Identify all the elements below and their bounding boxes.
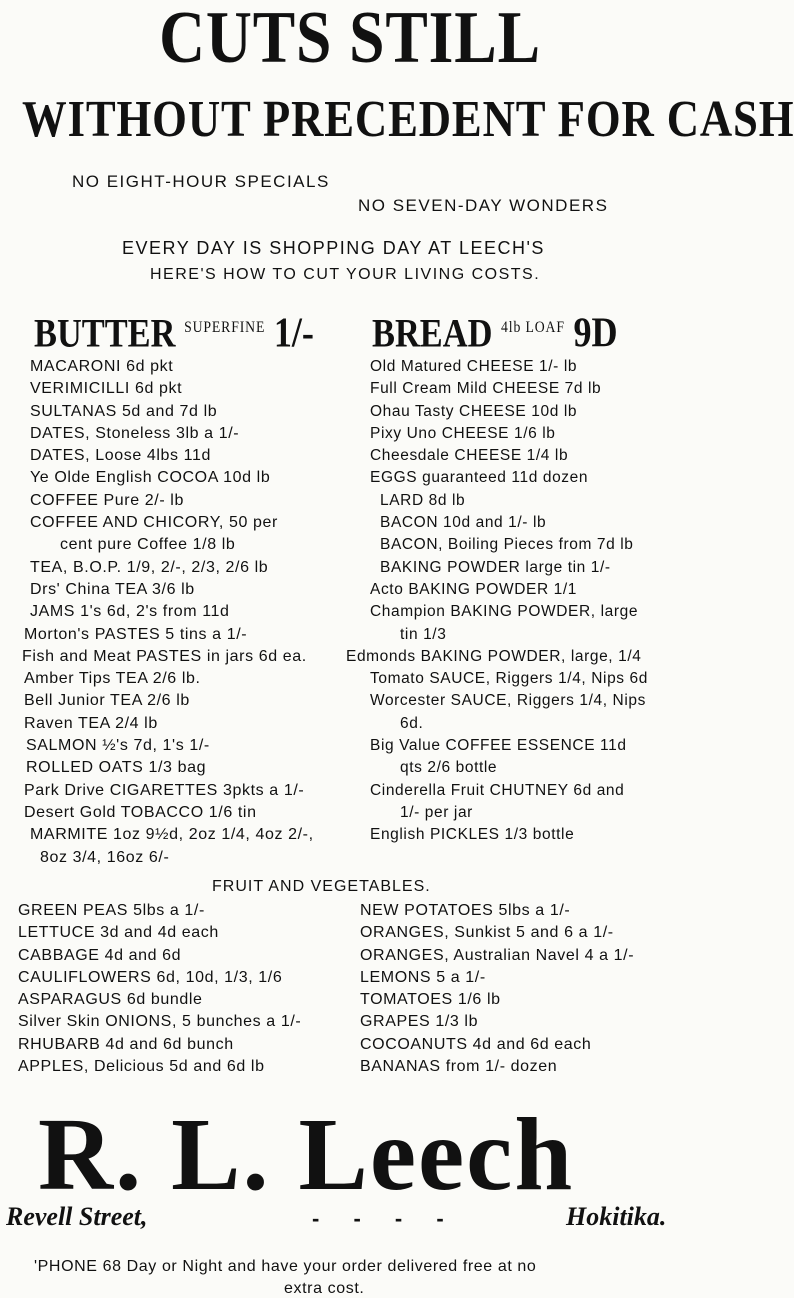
- list-item: 6d.: [400, 714, 424, 732]
- list-item: GREEN PEAS 5lbs a 1/-: [18, 902, 205, 919]
- list-item: Silver Skin ONIONS, 5 bunches a 1/-: [18, 1013, 302, 1031]
- store-town: Hokitika.: [566, 1202, 667, 1231]
- list-item: tin 1/3: [400, 625, 447, 643]
- list-item: 1/- per jar: [400, 803, 473, 821]
- list-item: GRAPES 1/3 lb: [360, 1013, 479, 1031]
- subhead-every-day-shopping: EVERY DAY IS SHOPPING DAY AT LEECH'S: [122, 238, 545, 258]
- list-item: TOMATOES 1/6 lb: [360, 991, 501, 1009]
- headline-cuts-still: CUTS STILL: [159, 0, 541, 79]
- list-item: Big Value COFFEE ESSENCE 11d: [370, 737, 627, 755]
- list-item: BACON, Boiling Pieces from 7d lb: [380, 536, 634, 554]
- grocery-left-column: [22, 356, 314, 869]
- list-item: MARMITE 1oz 9½d, 2oz 1/4, 4oz 2/-,: [30, 826, 314, 844]
- list-item: cent pure Coffee 1/8 lb: [60, 536, 236, 554]
- list-item: Drs' China TEA 3/6 lb: [30, 580, 195, 598]
- bread-price: 9D: [573, 310, 618, 357]
- list-item: COCOANUTS 4d and 6d each: [360, 1035, 592, 1053]
- list-item: ASPARAGUS 6d bundle: [18, 991, 203, 1009]
- butter-grade: SUPERFINE: [184, 319, 266, 336]
- list-item: JAMS 1's 6d, 2's from 11d: [30, 603, 230, 621]
- fruit-left-column: [18, 900, 301, 1078]
- list-item: Cinderella Fruit CHUTNEY 6d and: [370, 781, 625, 799]
- list-item: BAKING POWDER large tin 1/-: [380, 558, 611, 576]
- list-item: CAULIFLOWERS 6d, 10d, 1/3, 1/6: [18, 968, 283, 986]
- list-item: APPLES, Delicious 5d and 6d lb: [18, 1058, 265, 1076]
- headline-without-precedent: WITHOUT PRECEDENT FOR CASH: [22, 91, 794, 148]
- list-item: qts 2/6 bottle: [400, 759, 498, 777]
- list-item: English PICKLES 1/3 bottle: [370, 826, 575, 844]
- list-item: Cheesdale CHEESE 1/4 lb: [370, 447, 569, 465]
- store-name-logo: R. L. Leech: [38, 1097, 575, 1212]
- feature-bread: [372, 306, 618, 355]
- address-dashes: - - - -: [312, 1206, 458, 1231]
- store-street: Revell Street,: [6, 1202, 148, 1231]
- list-item: ORANGES, Sunkist 5 and 6 a 1/-: [360, 924, 614, 942]
- list-item: Park Drive CIGARETTES 3pkts a 1/-: [24, 781, 305, 799]
- footer-phone-line: 'PHONE 68 Day or Night and have your order delivered free at no: [34, 1258, 537, 1275]
- list-item: Bell Junior TEA 2/6 lb: [24, 692, 190, 710]
- list-item: Tomato SAUCE, Riggers 1/4, Nips 6d: [370, 670, 648, 688]
- list-item: SULTANAS 5d and 7d lb: [30, 402, 218, 420]
- list-item: LETTUCE 3d and 4d each: [18, 924, 219, 942]
- list-item: Ye Olde English COCOA 10d lb: [30, 469, 271, 487]
- list-item: Desert Gold TOBACCO 1/6 tin: [24, 803, 257, 821]
- list-item: MACARONI 6d pkt: [30, 358, 174, 375]
- list-item: TEA, B.O.P. 1/9, 2/-, 2/3, 2/6 lb: [30, 558, 269, 576]
- list-item: BACON 10d and 1/- lb: [380, 514, 547, 532]
- list-item: LEMONS 5 a 1/-: [360, 968, 486, 986]
- list-item: Fish and Meat PASTES in jars 6d ea.: [22, 647, 307, 665]
- list-item: ORANGES, Australian Navel 4 a 1/-: [360, 946, 635, 964]
- feature-butter: [34, 306, 314, 355]
- list-item: COFFEE AND CHICORY, 50 per: [30, 514, 278, 532]
- list-item: VERIMICILLI 6d pkt: [30, 380, 183, 398]
- bread-size: 4lb LOAF: [501, 319, 565, 336]
- fruit-right-column: [360, 900, 634, 1078]
- list-item: Pixy Uno CHEESE 1/6 lb: [370, 424, 556, 442]
- subhead-no-seven-day-wonders: NO SEVEN-DAY WONDERS: [358, 196, 609, 215]
- list-item: RHUBARB 4d and 6d bunch: [18, 1035, 234, 1053]
- list-item: CABBAGE 4d and 6d: [18, 946, 182, 964]
- butter-name: BUTTER: [34, 310, 176, 356]
- list-item: Edmonds BAKING POWDER, large, 1/4: [346, 647, 642, 665]
- list-item: COFFEE Pure 2/- lb: [30, 491, 184, 509]
- list-item: 8oz 3/4, 16oz 6/-: [40, 848, 170, 866]
- list-item: DATES, Loose 4lbs 11d: [30, 447, 211, 465]
- list-item: EGGS guaranteed 11d dozen: [370, 469, 589, 487]
- list-item: ROLLED OATS 1/3 bag: [26, 759, 207, 777]
- list-item: Champion BAKING POWDER, large: [370, 603, 639, 621]
- list-item: Amber Tips TEA 2/6 lb.: [24, 670, 201, 688]
- list-item: Raven TEA 2/4 lb: [24, 714, 158, 732]
- list-item: Old Matured CHEESE 1/- lb: [370, 358, 578, 375]
- subhead-living-costs: HERE'S HOW TO CUT YOUR LIVING COSTS.: [150, 266, 541, 283]
- list-item: Acto BAKING POWDER 1/1: [370, 580, 578, 598]
- list-item: SALMON ½'s 7d, 1's 1/-: [26, 737, 210, 755]
- grocery-right-column: [346, 356, 648, 847]
- list-item: LARD 8d lb: [380, 491, 466, 509]
- fruit-vegetables-heading: FRUIT AND VEGETABLES.: [212, 878, 431, 895]
- list-item: DATES, Stoneless 3lb a 1/-: [30, 424, 240, 442]
- list-item: Worcester SAUCE, Riggers 1/4, Nips: [370, 692, 646, 710]
- list-item: NEW POTATOES 5lbs a 1/-: [360, 902, 571, 919]
- subhead-no-eight-hour-specials: NO EIGHT-HOUR SPECIALS: [72, 172, 330, 191]
- list-item: Ohau Tasty CHEESE 10d lb: [370, 402, 578, 420]
- list-item: BANANAS from 1/- dozen: [360, 1058, 558, 1076]
- footer-extra-cost: extra cost.: [284, 1280, 365, 1297]
- list-item: Full Cream Mild CHEESE 7d lb: [370, 380, 602, 398]
- list-item: Morton's PASTES 5 tins a 1/-: [24, 625, 248, 643]
- bread-name: BREAD: [372, 310, 493, 356]
- butter-price: 1/-: [273, 310, 314, 357]
